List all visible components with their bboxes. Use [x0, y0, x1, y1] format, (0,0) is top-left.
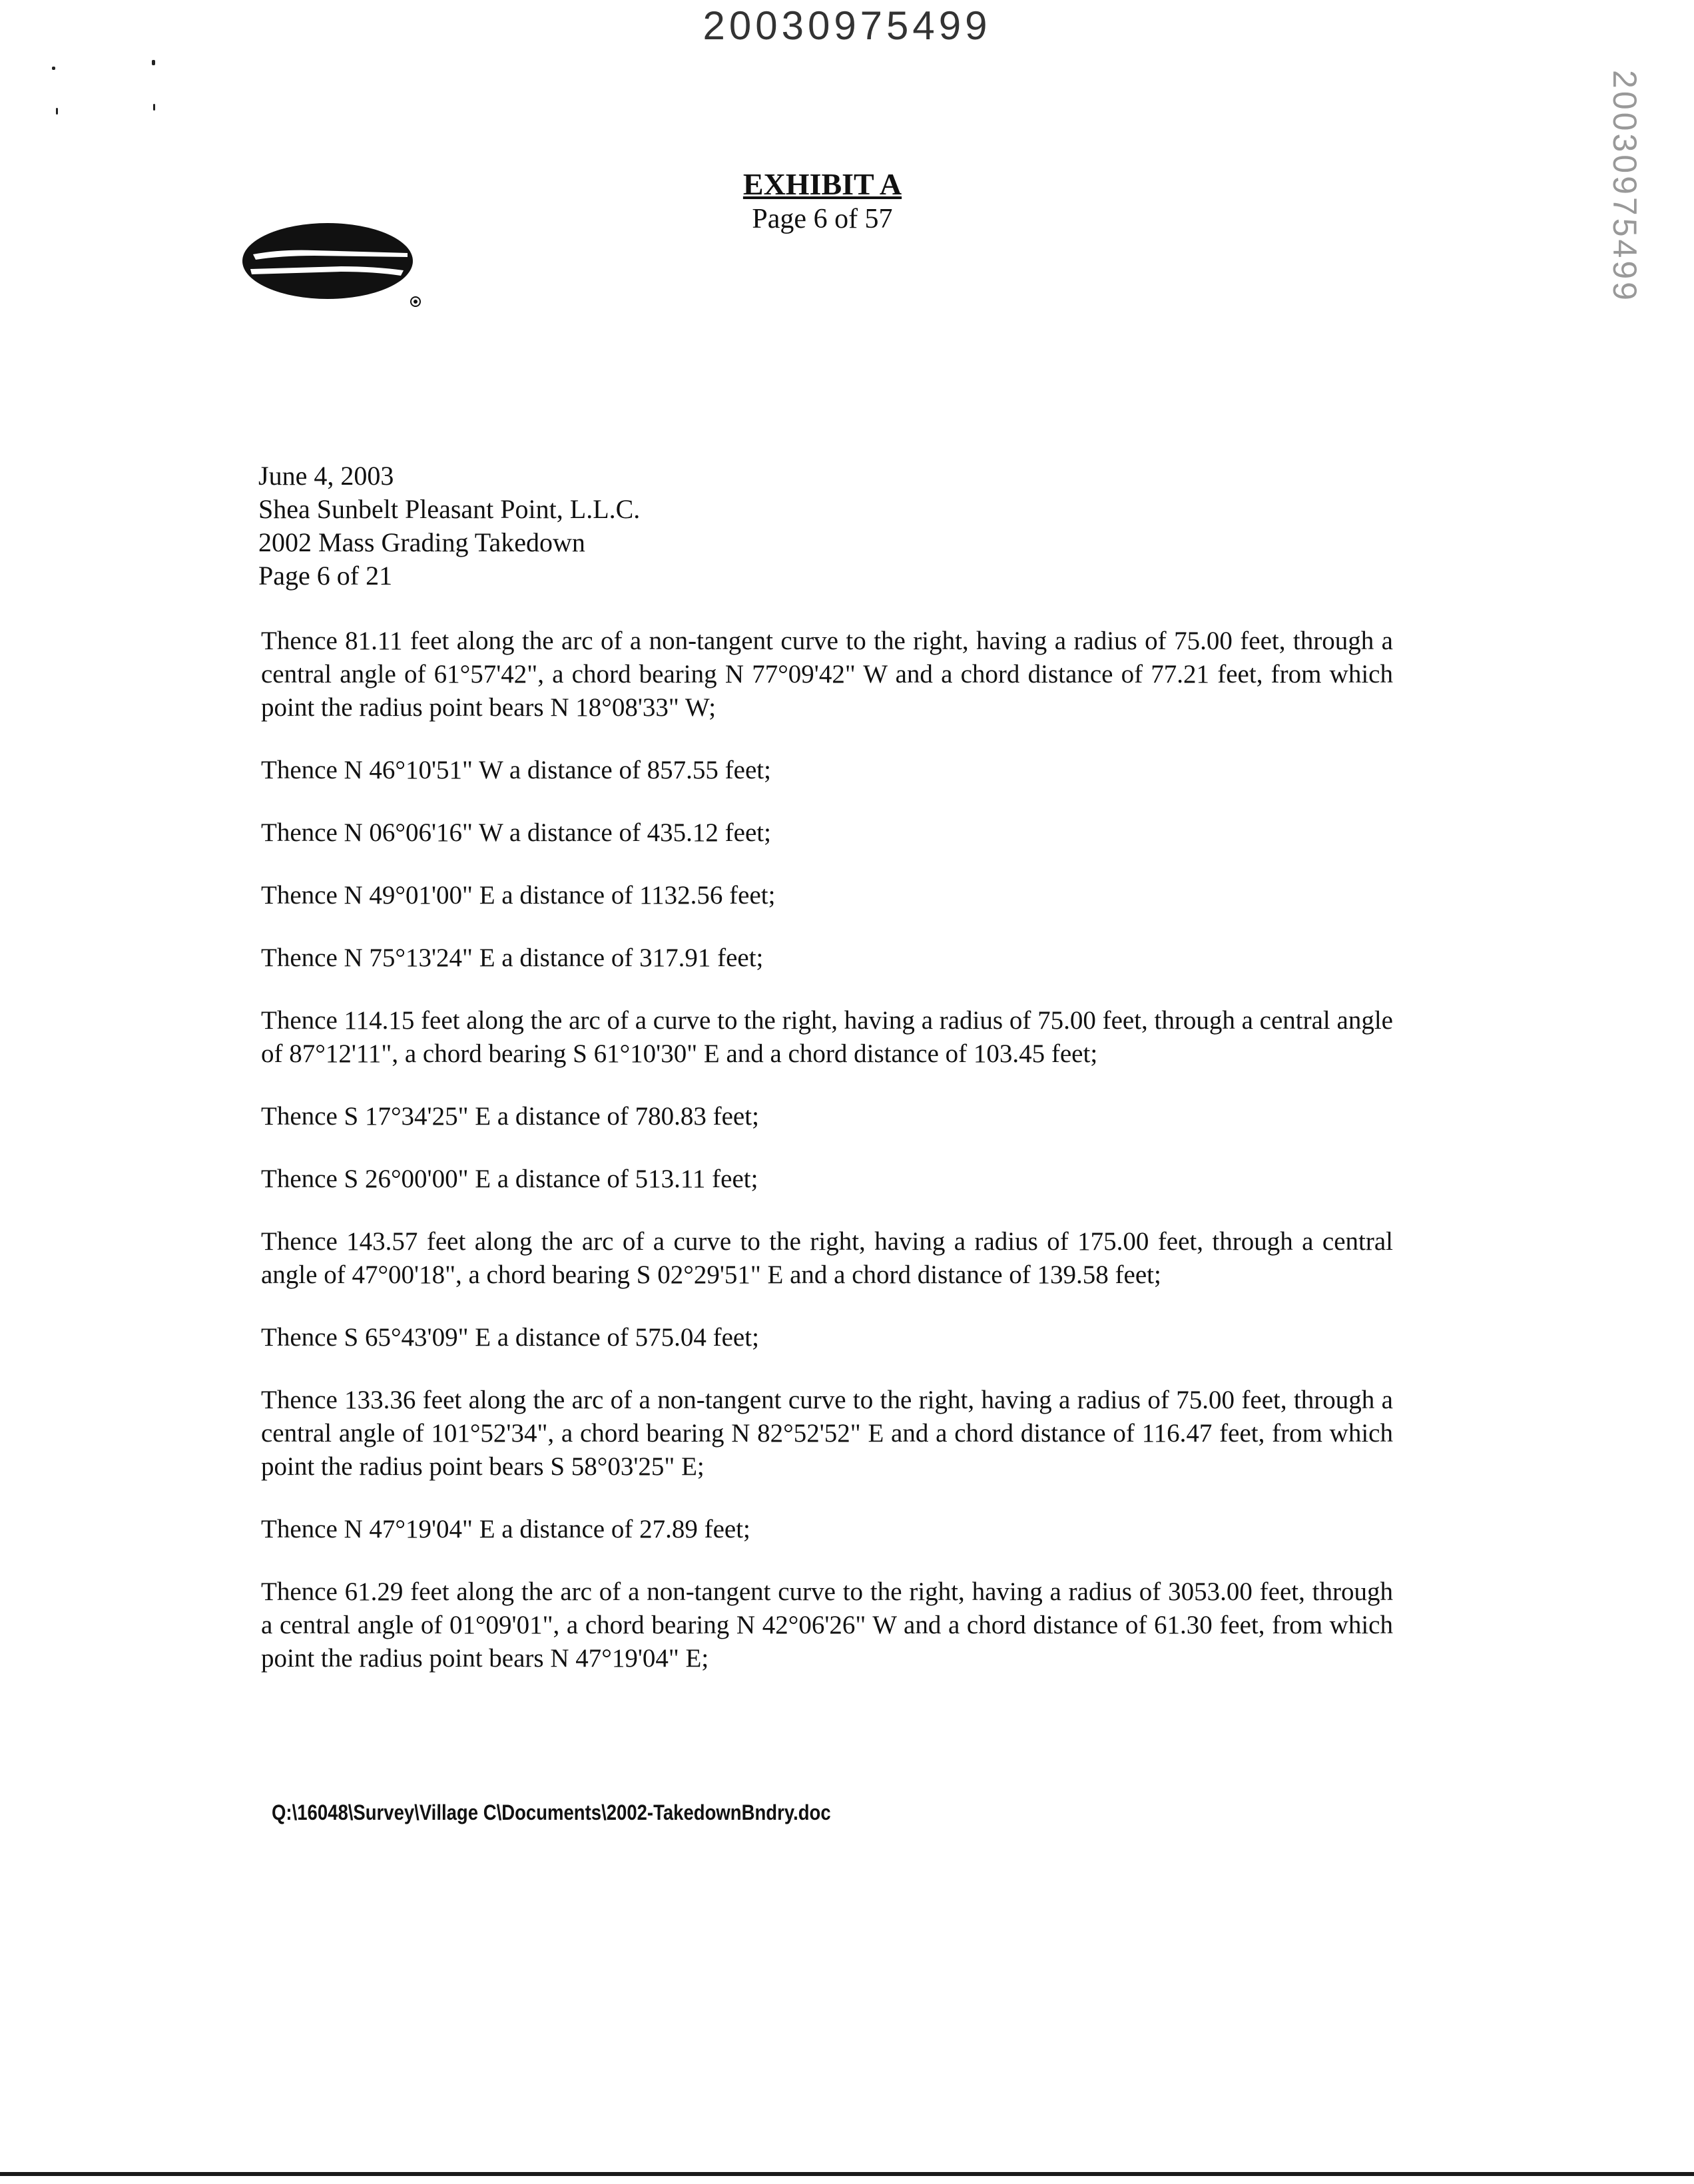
course-paragraph: Thence N 46°10'51" W a distance of 857.55 feet;	[261, 756, 771, 784]
course-paragraph: Thence S 17°34'25" E a distance of 780.83 feet;	[261, 1102, 759, 1131]
shea-s-logo-icon	[241, 220, 427, 313]
scan-speck	[153, 104, 155, 111]
letter-company: Shea Sunbelt Pleasant Point, L.L.C.	[258, 494, 641, 524]
side-stamp	[1591, 70, 1658, 303]
course-paragraph: Thence N 47°19'04" E a distance of 27.89 feet;	[261, 1515, 750, 1543]
course-paragraph: Thence 61.29 feet along the arc of a non-tangent curve to the right, having a radius of 3053.00 feet, through a central angle of 01°09'01", a chord bearing N 42°06'26" W and a chord distance of 61.30 feet, from which point the radius point bears N 47°19'04" E;	[261, 1577, 1393, 1673]
scan-speck	[152, 60, 155, 65]
course-paragraph: Thence S 65°43'09" E a distance of 575.04 feet;	[261, 1323, 759, 1352]
course-paragraph: Thence 133.36 feet along the arc of a non-tangent curve to the right, having a radius of 75.00 feet, through a central angle of 101°52'34", a chord bearing N 82°52'52" E and a chord distance of 116.47 feet, from which point the radius point bears S 58°03'25" E;	[261, 1386, 1393, 1481]
bottom-divider	[0, 2172, 1694, 2176]
exhibit-title: EXHIBIT A	[742, 167, 902, 201]
scan-speck	[52, 67, 55, 70]
file-path-footer: Q:\16048\Survey\Village C\Documents\2002-TakedownBndry.doc	[272, 1800, 831, 1824]
letter-date: June 4, 2003	[258, 461, 394, 491]
side-stamp-text: 20030975499	[1606, 70, 1644, 303]
document-number: 20030975499	[703, 3, 991, 48]
course-paragraph: Thence N 75°13'24" E a distance of 317.91 feet;	[261, 944, 764, 972]
scan-speck	[56, 108, 58, 115]
exhibit-heading	[639, 166, 1005, 236]
letter-header	[258, 459, 640, 593]
course-paragraph: Thence S 26°00'00" E a distance of 513.11 feet;	[261, 1165, 758, 1193]
course-paragraph: Thence N 49°01'00" E a distance of 1132.56 feet;	[261, 881, 776, 910]
letter-page: Page 6 of 21	[258, 561, 393, 591]
legal-description-body	[261, 625, 1393, 1705]
course-paragraph: Thence N 06°06'16" W a distance of 435.12 feet;	[261, 818, 771, 847]
course-paragraph: Thence 81.11 feet along the arc of a non-tangent curve to the right, having a radius of 75.00 feet, through a central angle of 61°57'42", a chord bearing N 77°09'42" W and a chord distance of 77.21 feet, from which point the radius point bears N 18°08'33" W;	[261, 627, 1393, 722]
course-paragraph: Thence 143.57 feet along the arc of a curve to the right, having a radius of 175.00 feet, through a central angle of 47°00'18", a chord bearing S 02°29'51" E and a chord distance of 139.58 feet;	[261, 1227, 1393, 1289]
letter-subject: 2002 Mass Grading Takedown	[258, 527, 585, 557]
exhibit-page-number: Page 6 of 57	[752, 204, 893, 234]
course-paragraph: Thence 114.15 feet along the arc of a curve to the right, having a radius of 75.00 feet, through a central angle of 87°12'11", a chord bearing S 61°10'30" E and a chord distance of 103.45 feet;	[261, 1006, 1393, 1068]
